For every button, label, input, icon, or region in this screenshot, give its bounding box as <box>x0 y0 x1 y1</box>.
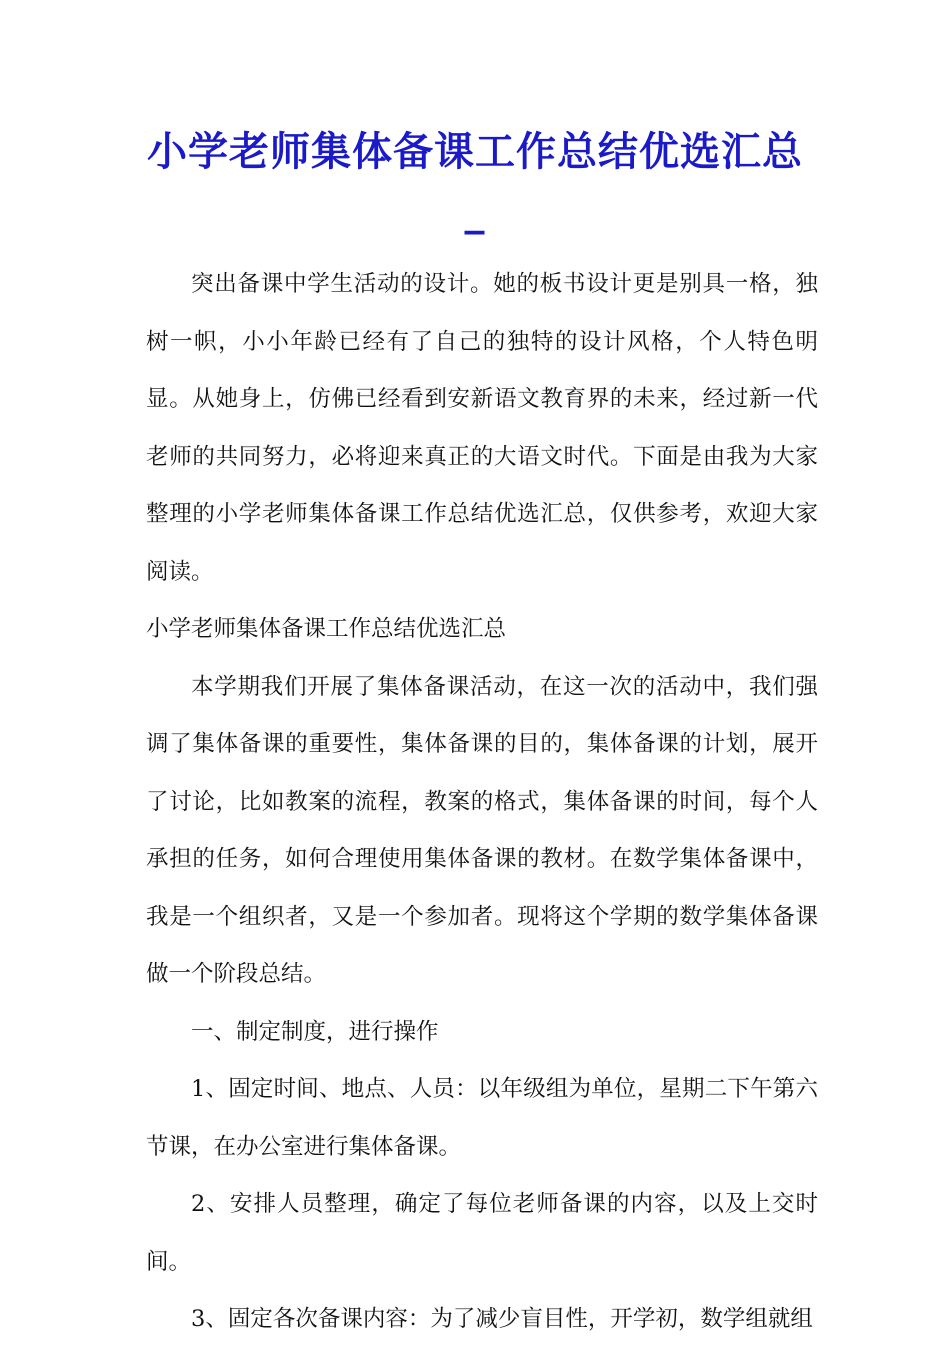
list-item-2: 2、安排人员整理，确定了每位老师备课的内容，以及上交时间。 <box>146 1191 818 1275</box>
section-heading-1: 一、制定制度，进行操作 <box>191 1018 439 1045</box>
paragraph-intro: 突出备课中学生活动的设计。她的板书设计更是别具一格，独树一帜，小小年龄已经有了自己的独特的设计风格，个人特色明显。从她身上，仿佛已经看到安新语文教育界的未来，经过新一代老师的共同努力，必将迎来真正的大语文时代。下面是由我为大家整理的小学老师集体备课工作总结优选汇总，仅供参考，欢迎大家阅读。 <box>146 271 818 585</box>
list-item-1: 1、固定时间、地点、人员：以年级组为单位，星期二下午第六节课，在办公室进行集体备课。 <box>146 1076 818 1160</box>
paragraph-summary: 本学期我们开展了集体备课活动，在这一次的活动中，我们强调了集体备课的重要性，集体备课的目的，集体备课的计划，展开了讨论，比如教案的流程，教案的格式，集体备课的时间，每个人承担的任务，如何合理使用集体备课的教材。在数学集体备课中，我是一个组织者，又是一个参加者。现将这个学期的数学集体备课做一个阶段总结。 <box>146 673 818 987</box>
document-title: 小学老师集体备课工作总结优选汇总_ <box>147 129 803 235</box>
document-body <box>146 256 818 1349</box>
list-item-3: 3、固定各次备课内容：为了减少盲目性，开学初，数学组就组 <box>191 1306 813 1332</box>
paragraph-subtitle: 小学老师集体备课工作总结优选汇总 <box>146 616 507 642</box>
